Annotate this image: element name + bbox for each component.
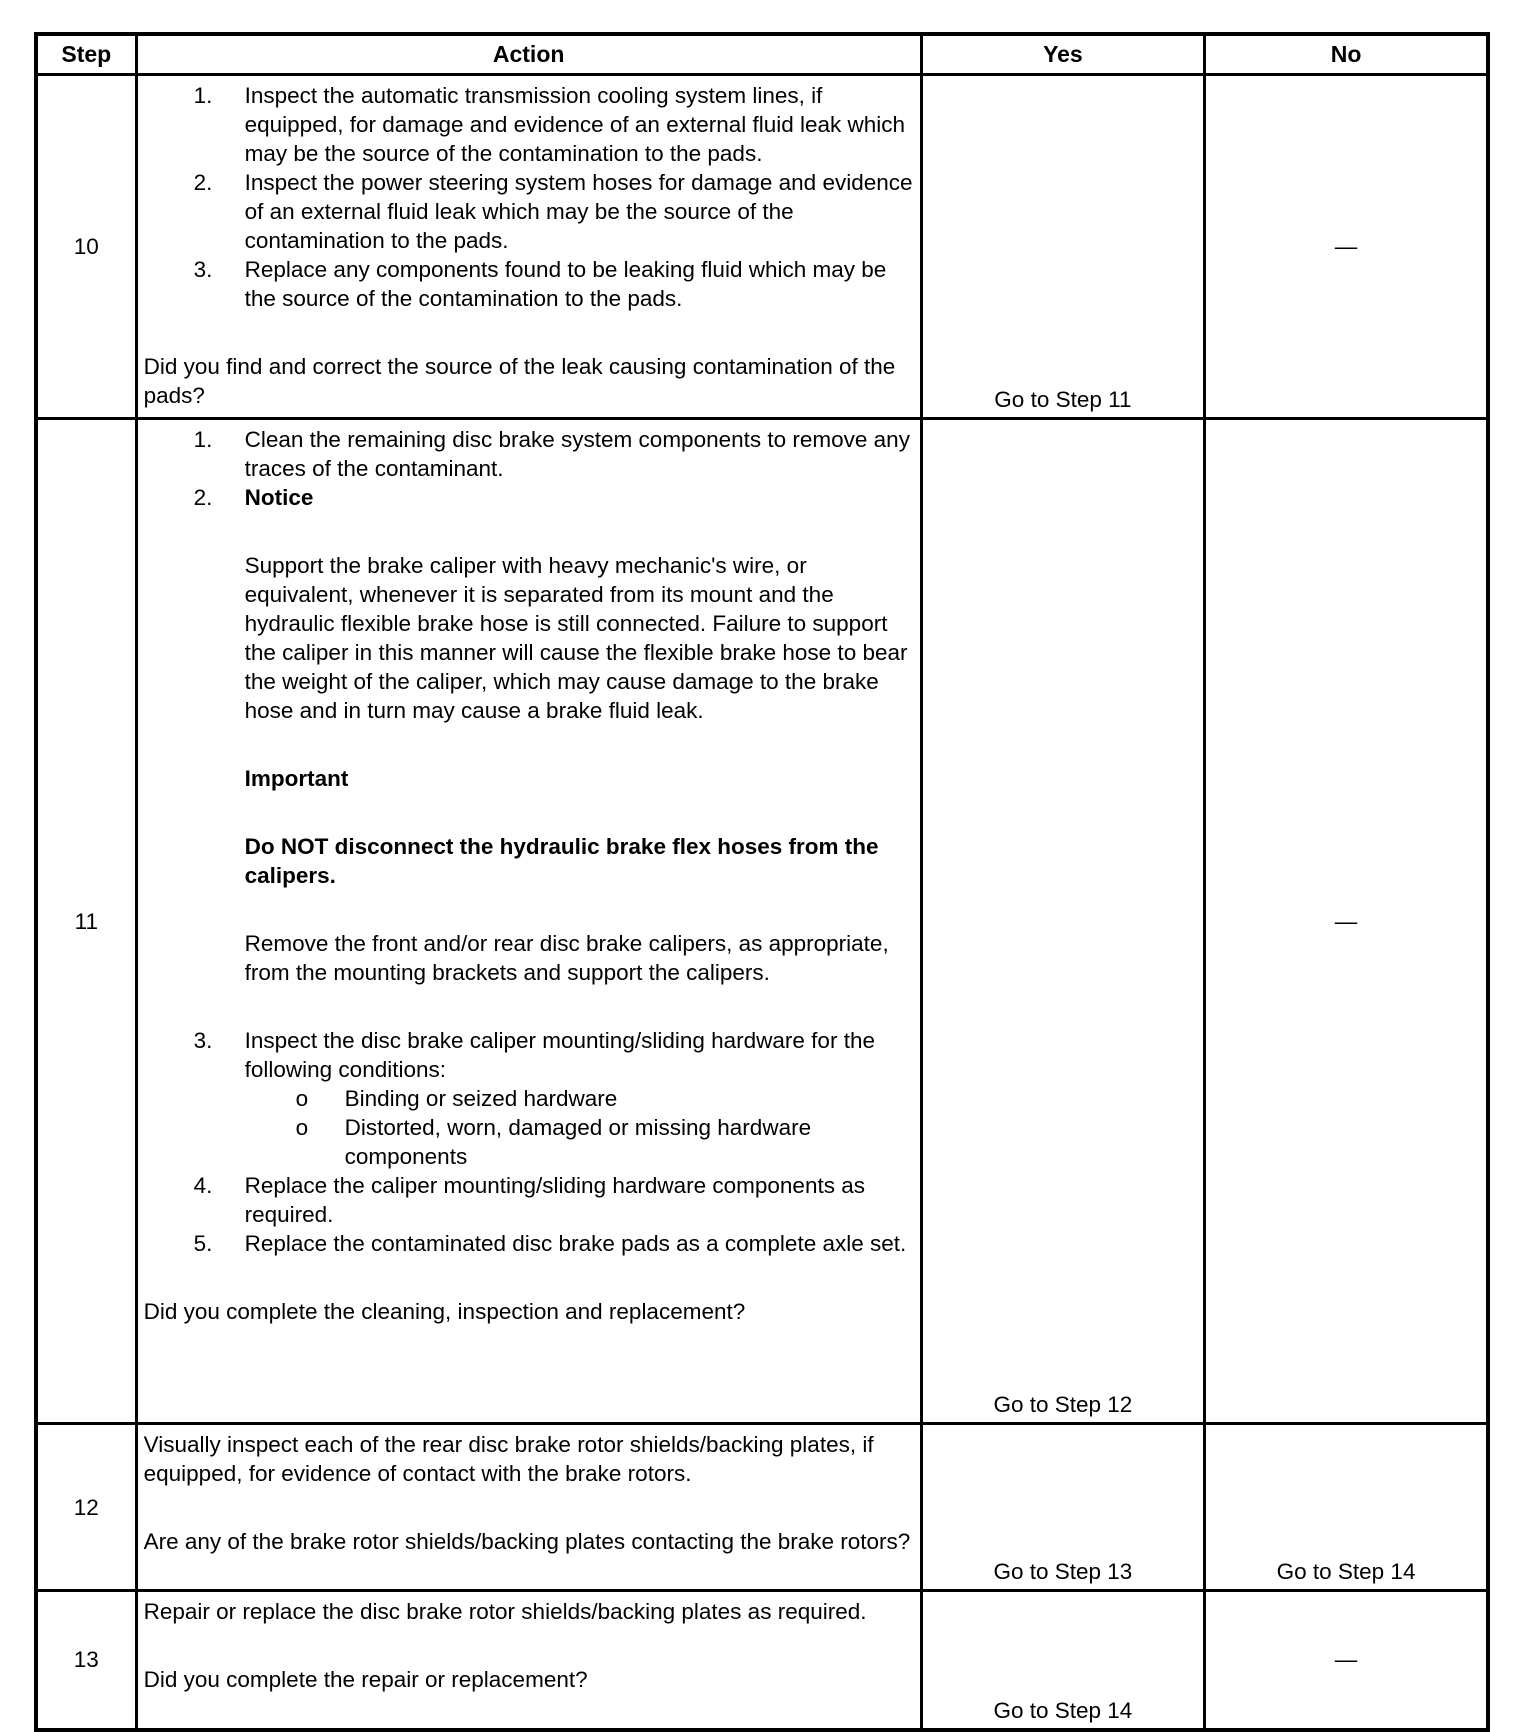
table-row-step-11 [36, 419, 1488, 1424]
notice-text: Support the brake caliper with heavy mechanic's wire, or equivalent, whenever it is separated from its mount and the hydraulic flexible brake hose is still connected. Failure to support the caliper in this manner will cause the flexible brake hose to bear the weight of the caliper, which may cause damage to the brake hose and in turn may cause a brake fluid leak. [244, 553, 908, 723]
list-item [144, 483, 916, 1026]
list-number: 2. [193, 485, 213, 510]
question-text: Did you complete the cleaning, inspection and replacement? [143, 1299, 746, 1324]
list-number: 4. [193, 1173, 213, 1198]
spacer [245, 512, 916, 551]
action-cell [136, 75, 921, 419]
header-action: Action [136, 34, 921, 75]
list-item [144, 1026, 916, 1084]
condition-item [144, 1084, 916, 1113]
remove-calipers-text: Remove the front and/or rear disc brake calipers, as appropriate, from the mounting brackets and support the calipers. [244, 931, 889, 985]
list-item [144, 81, 916, 168]
header-step: Step [36, 34, 136, 75]
action-list [144, 81, 916, 313]
notice-title: Notice [244, 485, 314, 510]
step-number: 12 [36, 1424, 136, 1591]
header-no: No [1205, 34, 1488, 75]
question-text: Did you find and correct the source of the leak causing contamination of the pads? [143, 354, 896, 408]
list-text: Inspect the power steering system hoses for damage and evidence of an external fluid leak which may be the source of the contamination to the pads. [244, 170, 913, 253]
list-text: Inspect the disc brake caliper mounting/sliding hardware for the following conditions: [244, 1028, 875, 1082]
condition-text: Distorted, worn, damaged or missing hardware components [344, 1115, 812, 1169]
yes-cell: Go to Step 13 [921, 1424, 1204, 1591]
yes-cell: Go to Step 12 [921, 419, 1204, 1424]
header-yes: Yes [921, 34, 1204, 75]
question-text: Are any of the brake rotor shields/backing plates contacting the brake rotors? [143, 1529, 911, 1554]
list-text: Replace the contaminated disc brake pads as a complete axle set. [244, 1231, 907, 1256]
yes-cell: Go to Step 11 [921, 75, 1204, 419]
list-item [144, 425, 916, 483]
spacer [144, 1626, 916, 1665]
action-cell [136, 419, 921, 1424]
list-item [144, 1171, 916, 1229]
no-cell: — [1205, 419, 1488, 1424]
spacer [144, 313, 916, 352]
action-list [144, 425, 916, 1258]
list-number: 3. [193, 1028, 213, 1053]
list-item [144, 255, 916, 313]
list-text: Replace the caliper mounting/sliding hardware components as required. [244, 1173, 865, 1227]
action-text: Repair or replace the disc brake rotor shields/backing plates as required. [143, 1599, 867, 1624]
list-number: 5. [193, 1231, 213, 1256]
important-text: Do NOT disconnect the hydraulic brake flex hoses from the calipers. [244, 834, 879, 888]
spacer [245, 793, 916, 832]
list-number: 2. [193, 170, 213, 195]
condition-text: Binding or seized hardware [344, 1086, 618, 1111]
diagnostic-table [34, 32, 1490, 1732]
table-row-step-13 [36, 1591, 1488, 1730]
conditions-list [144, 1084, 916, 1171]
list-item [144, 168, 916, 255]
table-row-step-10 [36, 75, 1488, 419]
question-text: Did you complete the repair or replacement? [143, 1667, 588, 1692]
step-number: 13 [36, 1591, 136, 1730]
spacer [144, 1258, 916, 1297]
yes-cell: Go to Step 14 [921, 1591, 1204, 1730]
table-row-step-12 [36, 1424, 1488, 1591]
table-header-row [36, 34, 1488, 75]
important-title: Important [244, 766, 349, 791]
list-number: 3. [193, 257, 213, 282]
action-cell [136, 1424, 921, 1591]
list-number: 1. [193, 427, 213, 452]
no-cell: — [1205, 75, 1488, 419]
list-item [144, 1229, 916, 1258]
spacer [144, 1488, 916, 1527]
no-cell: — [1205, 1591, 1488, 1730]
list-text: Replace any components found to be leaking fluid which may be the source of the contamination to the pads. [244, 257, 887, 311]
condition-item [144, 1113, 916, 1171]
spacer [245, 987, 916, 1026]
bullet-icon: o [295, 1115, 309, 1140]
list-number: 1. [193, 83, 213, 108]
list-text: Inspect the automatic transmission cooling system lines, if equipped, for damage and evidence of an external fluid leak which may be the source of the contamination to the pads. [244, 83, 906, 166]
step-number: 11 [36, 419, 136, 1424]
list-text: Clean the remaining disc brake system components to remove any traces of the contaminant. [244, 427, 910, 481]
step-number: 10 [36, 75, 136, 419]
action-text: Visually inspect each of the rear disc brake rotor shields/backing plates, if equipped, for evidence of contact with the brake rotors. [143, 1432, 874, 1486]
bullet-icon: o [295, 1086, 309, 1111]
no-cell: Go to Step 14 [1205, 1424, 1488, 1591]
spacer [245, 890, 916, 929]
action-cell [136, 1591, 921, 1730]
spacer [245, 725, 916, 764]
